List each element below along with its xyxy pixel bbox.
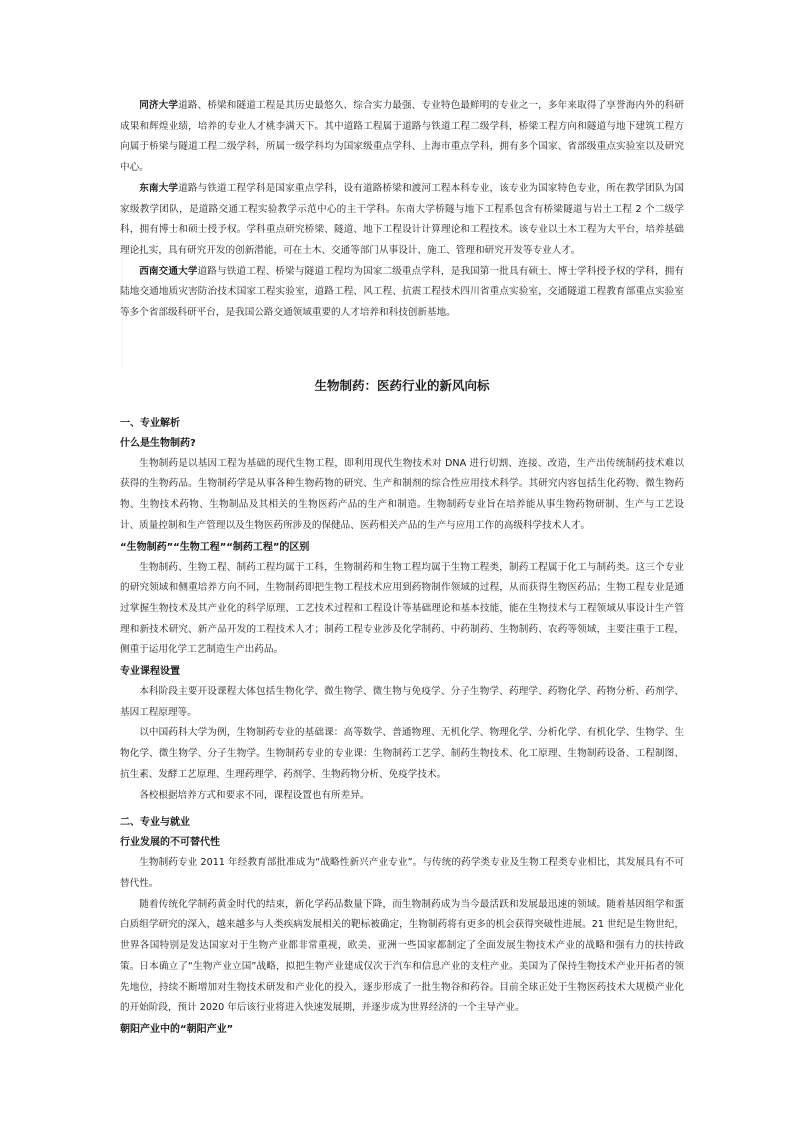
body-paragraph: 生物制药是以基因工程为基础的现代生物工程，即利用现代生物技术对 DNA 进行切割、连接、改造，生产出传统制药技术难以获得的生物药品。生物制药学是从事各种生物药物的研究、生产和制剂的综合性应用技术科学。其研究内容包括生化药物、微生物药物、生物技术药物、生物制品及其相关的生物医药产品的生产和制造。生物制药专业旨在培养能从事生物药物研制、生产与工艺设计、质量控制和生产管理以及生物医药所涉及的保健品、医药相关产品的生产与应用工作的高级科学技术人才。: [120, 457, 684, 531]
subsection-heading: 专业课程设置: [120, 666, 180, 678]
section-heading: 二、专业与就业: [120, 817, 190, 829]
body-paragraph: 随着传统化学制药黄金时代的结束，新化学药品数量下降，而生物制药成为当今最活跃和发展最迅速的领域。随着基因组学和蛋白质组学研究的深入，越来越多与人类疾病发展相关的靶标被确定，生物制药将有更多的机会获得突破性进展。21 世纪是生物世纪，世界各国特别是发达国家对于生物产业都非常重视，欧美、亚洲一些国家都制定了全面发展生物技术产业的战略和强有力的扶持政策。日本确立了“生物产业立国”战略，拟把生物产业建成仅次于汽车和信息产业的支柱产业。美国为了保持生物技术产业开拓者的领先地位，持续不断增加对生物技术研发和产业化的投入，逐步形成了一批生物谷和药谷。目前全球正处于生物医药技术大规模产业化的开始阶段，预计 2020 年后该行业将进入快速发展期，并逐步成为世界经济的一个主导产业。: [120, 898, 684, 1014]
university-text: 道路与铁道工程学科是国家重点学科，设有道路桥梁和渡河工程本科专业，该专业为国家特色专业，所在教学团队为国家级教学团队，是道路交通工程实验教学示范中心的主干学科。东南大学桥隧与地下工程系包含有桥梁隧道与岩土工程 2 个二级学科，拥有博士和硕士授予权。学科重点研究桥梁、隧道、地下工程设计计算理论和工程技术。该专业以土木工程为大平台，培养基础理论扎实，具有研究开发的创新潜能，可在土木、交通等部门从事设计、施工、管理和研究开发等专业人才。: [120, 182, 685, 256]
body-paragraph: 生物制药专业 2011 年经教育部批准成为“战略性新兴产业专业”。与传统的药学类专业及生物工程类专业相比，其发展具有不可替代性。: [120, 857, 684, 889]
subsection-heading: 行业发展的不可替代性: [120, 837, 220, 849]
subsection-heading: 朝阳产业中的“朝阳产业”: [120, 1023, 234, 1035]
subsection-heading: 什么是生物制药?: [120, 437, 196, 449]
subsection-heading: “生物制药”“生物工程”“制药工程”的区别: [120, 541, 310, 553]
section-heading: 一、专业解析: [120, 417, 180, 429]
university-name: 西南交通大学: [139, 265, 198, 277]
university-text: 道路、桥梁和隧道工程是其历史最悠久、综合实力最强、专业特色最鲜明的专业之一，多年来取得了享誉海内外的科研成果和辉煌业绩，培养的专业人才桃李满天下。其中道路工程属于道路与铁道工程二级学科，桥梁工程方向和隧道与地下建筑工程方向属于桥梁与隧道工程二级学科，所属一级学科均为国家级重点学科、上海市重点学科，拥有多个国家、省部级重点实验室以及研究中心。: [120, 100, 685, 174]
body-paragraph: 以中国药科大学为例，生物制药专业的基础课：高等数学、普通物理、无机化学、物理化学、分析化学、有机化学、生物学、生物化学、微生物学、分子生物学。生物制药专业的专业课：生物制药工艺学、制药生物技术、化工原理、生物制药设备、工程制图、抗生素、发酵工艺原理、生理药理学、药剂学、生物药物分析、免疫学技术。: [120, 727, 684, 780]
university-name: 东南大学: [139, 182, 179, 194]
university-paragraph-tongji: [120, 96, 684, 179]
university-text: 道路与铁道工程、桥梁与隧道工程均为国家二级重点学科，是我国第一批具有硕士、博士学科授予权的学科，拥有陆地交通地质灾害防治技术国家工程实验室，道路工程、风工程、抗震工程技术四川省重点实验室，交通隧道工程教育部重点实验室等多个省部级科研平台，是我国公路交通领域重要的人才培养和科技创新基地。: [120, 265, 685, 319]
university-name: 同济大学: [139, 100, 179, 111]
university-paragraph-southeast: [120, 179, 684, 262]
body-paragraph: 各校根据培养方式和要求不同，课程设置也有所差异。: [139, 789, 370, 801]
article-title: 生物制药：医药行业的新风向标: [314, 377, 490, 393]
university-paragraph-swjtu: [120, 262, 684, 324]
document-page: [120, 96, 684, 1040]
body-paragraph: 本科阶段主要开设课程大体包括生物化学、微生物学、微生物与免疫学、分子生物学、药理学、药物化学、药物分析、药剂学、基因工程原理等。: [120, 686, 684, 718]
body-paragraph: 生物制药、生物工程、制药工程均属于工科，生物制药和生物工程均属于生物工程类，制药工程属于化工与制药类。这三个专业的研究领域和侧重培养方向不同，生物制药即把生物工程技术应用到药物制作领域的过程，从而获得生物医药品；生物工程专业是通过掌握生物技术及其产业化的科学原理、工艺技术过程和工程设计等基础理论和基本技能，能在生物技术与工程领域从事设计生产管理和新技术研究、新产品开发的工程技术人才；制药工程专业涉及化学制药、中药制药、生物制药、农药等领域，主要注重于工程，侧重于运用化学工艺制造生产出药品。: [120, 561, 684, 656]
